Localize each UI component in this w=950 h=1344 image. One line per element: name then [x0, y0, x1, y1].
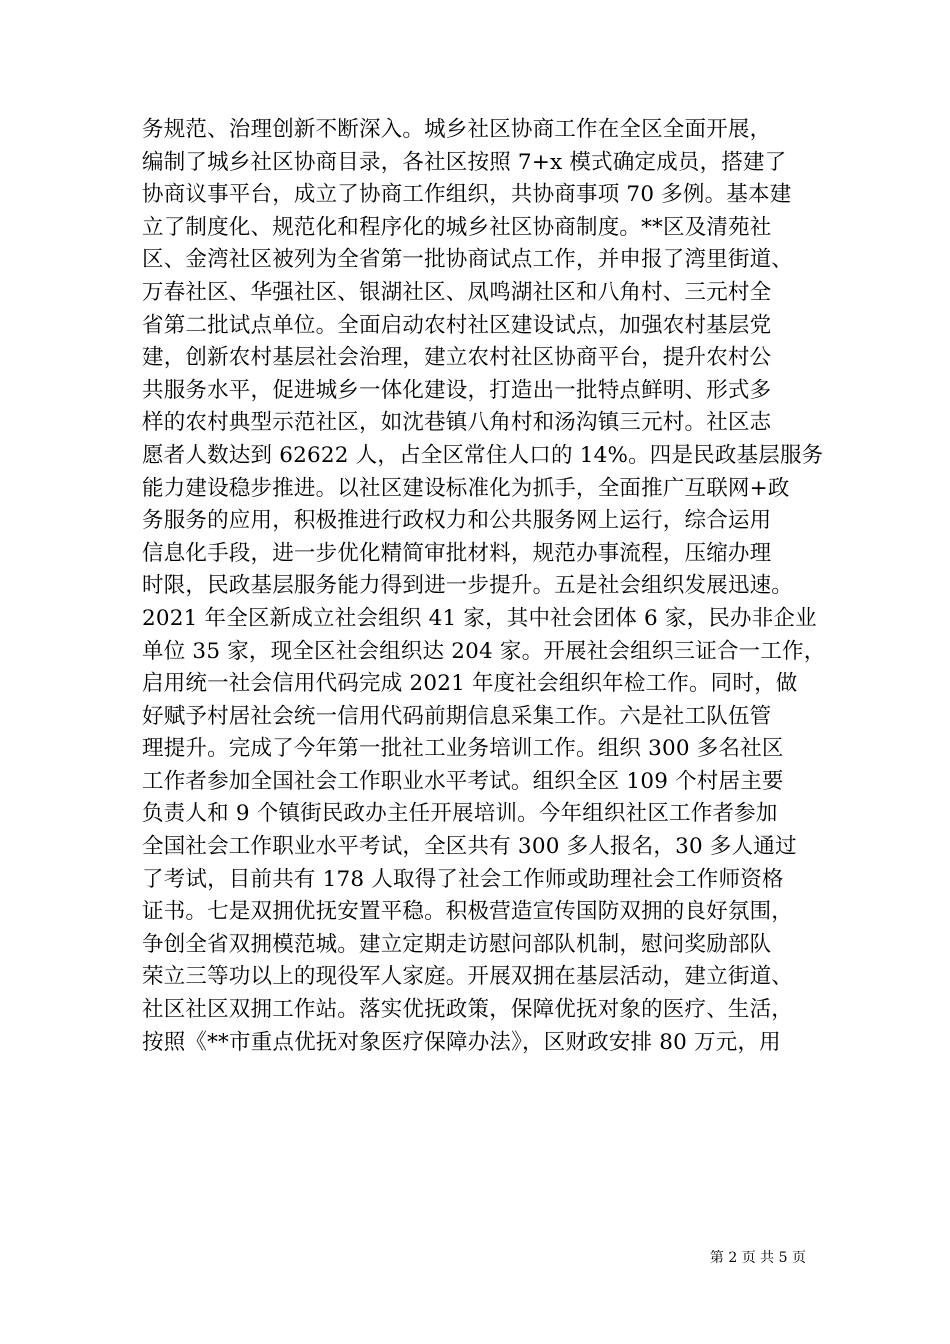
text-line: 理提升。完成了今年第一批社工业务培训工作。组织 300 多名社区 — [142, 736, 784, 762]
text-line: 愿者人数达到 62622 人，占全区常住人口的 14%。四是民政基层服务 — [142, 442, 824, 468]
text-line: 负责人和 9 个镇街民政办主任开展培训。今年组织社区工作者参加 — [142, 801, 778, 827]
text-line: 启用统一社会信用代码完成 2021 年度社会组织年检工作。同时，做 — [142, 671, 798, 697]
text-line: 务规范、治理创新不断深入。城乡社区协商工作在全区全面开展， — [142, 117, 772, 142]
text-line: 建，创新农村基层社会治理，建立农村社区协商平台，提升农村公 — [142, 345, 772, 371]
text-line: 共服务水平，促进城乡一体化建设，打造出一批特点鲜明、形式多 — [142, 377, 772, 403]
page-indicator: 第 2 页 共 5 页 — [709, 1250, 806, 1266]
text-line: 万春社区、华强社区、银湖社区、凤鸣湖社区和八角村、三元村全 — [142, 279, 772, 305]
text-line: 证书。七是双拥优抚安置平稳。积极营造宣传国防双拥的良好氛围， — [142, 899, 794, 925]
body-text — [142, 114, 826, 1059]
text-line: 省第二批试点单位。全面启动农村社区建设试点，加强农村基层党 — [142, 312, 772, 338]
text-line: 信息化手段，进一步优化精简审批材料，规范办事流程，压缩办理 — [142, 540, 772, 566]
text-line: 协商议事平台，成立了协商工作组织，共协商事项 70 多例。基本建 — [142, 182, 792, 208]
text-line: 2021 年全区新成立社会组织 41 家，其中社会团体 6 家，民办非企业 — [142, 605, 817, 631]
text-line: 社区社区双拥工作站。落实优抚政策，保障优抚对象的医疗、生活， — [142, 997, 794, 1023]
text-line: 立了制度化、规范化和程序化的城乡社区协商制度。**区及清苑社 — [142, 214, 772, 240]
text-line: 编制了城乡社区协商目录，各社区按照 7+x 模式确定成员，搭建了 — [142, 149, 787, 175]
text-line: 务服务的应用，积极推进行政权力和公共服务网上运行，综合运用 — [142, 508, 772, 534]
text-line: 能力建设稳步推进。以社区建设标准化为抓手，全面推广互联网+政 — [142, 475, 790, 501]
text-line: 工作者参加全国社会工作职业水平考试。组织全区 109 个村居主要 — [142, 768, 784, 794]
text-line: 区、金湾社区被列为全省第一批协商试点工作，并申报了湾里街道、 — [142, 247, 794, 273]
text-line: 了考试，目前共有 178 人取得了社会工作师或助理社会工作师资格 — [142, 866, 784, 892]
text-line: 按照《**市重点优抚对象医疗保障办法》，区财政安排 80 万元，用 — [142, 1029, 781, 1055]
text-line: 样的农村典型示范社区，如沈巷镇八角村和汤沟镇三元村。社区志 — [142, 410, 772, 436]
text-line: 好赋予村居社会统一信用代码前期信息采集工作。六是社工队伍管 — [142, 703, 772, 729]
text-line: 荣立三等功以上的现役军人家庭。开展双拥在基层活动，建立街道、 — [142, 964, 794, 990]
text-line: 争创全省双拥模范城。建立定期走访慰问部队机制，慰问奖励部队 — [142, 931, 772, 957]
text-line: 时限，民政基层服务能力得到进一步提升。五是社会组织发展迅速。 — [142, 573, 794, 599]
text-line: 单位 35 家，现全区社会组织达 204 家。开展社会组织三证合一工作， — [142, 638, 826, 664]
text-line: 全国社会工作职业水平考试，全区共有 300 多人报名，30 多人通过 — [142, 834, 797, 860]
